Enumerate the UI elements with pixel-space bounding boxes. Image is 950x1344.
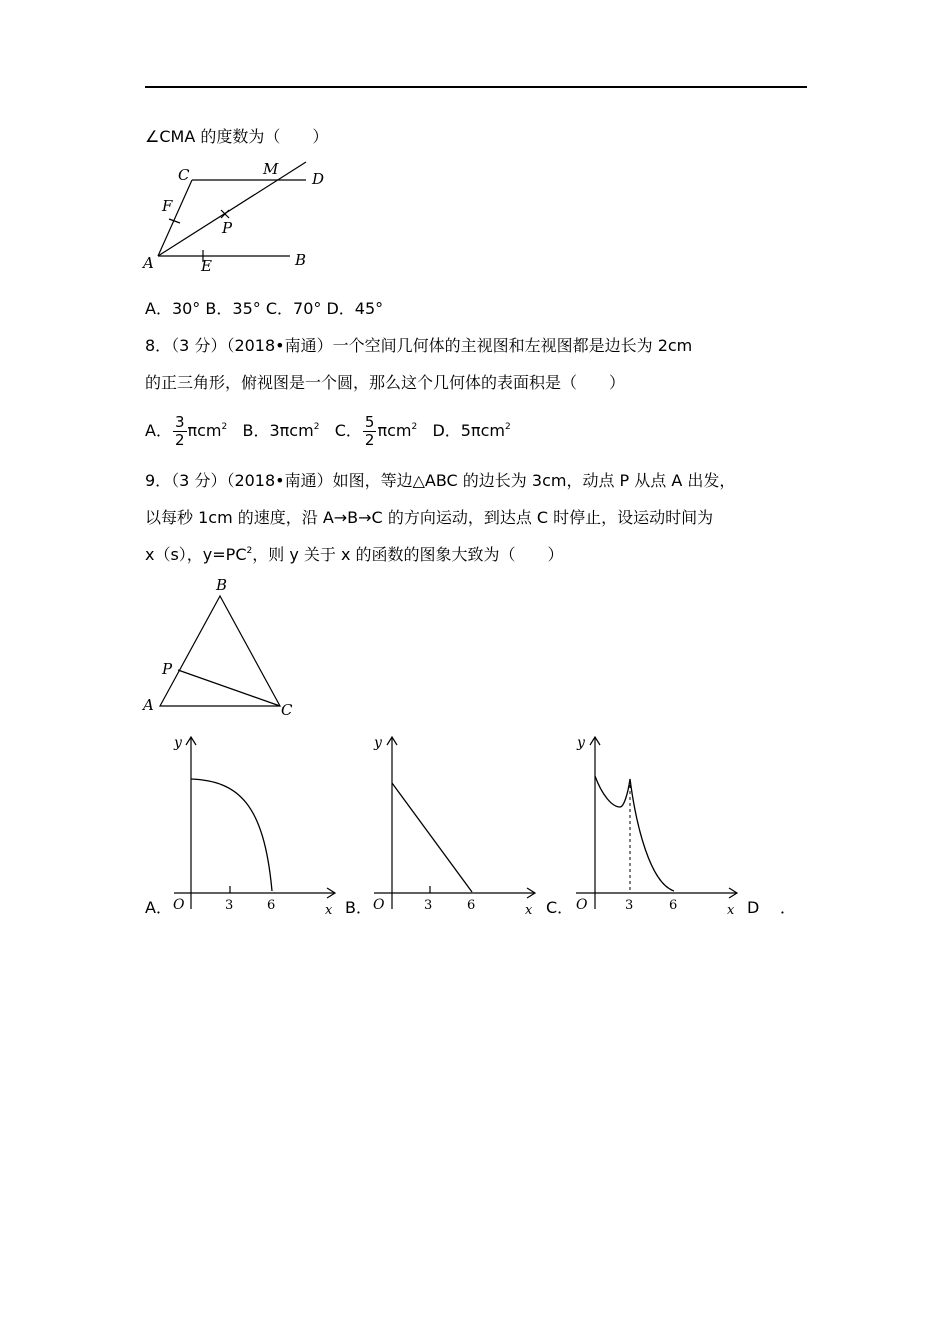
- q7-figure: [140, 156, 340, 278]
- graph-a: [168, 733, 344, 917]
- q7-options: [145, 299, 383, 319]
- q9-option-d-dot: ．: [780, 898, 797, 917]
- graph-b-y-label: y: [374, 735, 382, 751]
- label-m: M: [263, 160, 279, 178]
- graph-c-y-label: y: [577, 735, 585, 751]
- graph-b-tick-3: 3: [424, 898, 433, 913]
- q9-line-3-post: ，则 y 关于 x 的函数的图象大致为（ ）: [252, 545, 564, 564]
- q8-option-a-denominator: 2: [174, 431, 185, 449]
- graph-b-x-label: x: [525, 903, 533, 918]
- q7-option-b: B．35°: [205, 299, 261, 318]
- q8-option-b-square: 2: [313, 422, 320, 432]
- q8-option-c-denominator: 2: [364, 431, 375, 449]
- graph-c-tick-6: 6: [669, 898, 678, 913]
- label-f: F: [162, 197, 173, 215]
- label-b: B: [295, 251, 307, 269]
- triangle-label-b: B: [216, 576, 228, 594]
- q8-option-c-unit: πcm: [377, 421, 412, 440]
- q8-option-a-square: 2: [221, 422, 228, 432]
- label-e: E: [201, 257, 212, 275]
- q8-option-b: B．3πcm: [242, 421, 314, 440]
- q8-option-c-numerator: 5: [364, 413, 375, 431]
- q8-option-d-square: 2: [504, 422, 511, 432]
- graph-a-y-label: y: [174, 735, 182, 751]
- q9-option-b: B．: [345, 898, 372, 917]
- q9-line-1: 9．（3 分）（2018•南通）如图，等边△ABC 的边长为 3cm，动点 P 从点 A 出发，: [145, 471, 736, 490]
- q8-option-d: D．5πcm: [432, 421, 505, 440]
- triangle-label-a: A: [143, 696, 154, 714]
- graph-c-x-label: x: [727, 903, 735, 918]
- q9-line-2: 以每秒 1cm 的速度，沿 A→B→C 的方向运动，到达点 C 时停止，设运动时间为: [145, 508, 714, 527]
- q9-line-3-sup: 2: [246, 546, 253, 556]
- header-rule: [145, 86, 807, 88]
- triangle-label-c: C: [281, 701, 293, 719]
- label-a: A: [143, 254, 154, 272]
- graph-a-tick-6: 6: [267, 898, 276, 913]
- q8-option-a-fraction: [173, 414, 187, 449]
- graph-a-origin-label: O: [173, 897, 185, 913]
- q8-option-c-fraction: [363, 414, 377, 449]
- q8-options: [145, 410, 511, 452]
- graph-a-tick-3: 3: [225, 898, 234, 913]
- label-p: P: [222, 219, 233, 237]
- label-c: C: [178, 166, 190, 184]
- q9-triangle-figure: [140, 574, 300, 720]
- graph-b-tick-6: 6: [467, 898, 476, 913]
- q9-line-3-pre: x（s），y=PC: [145, 545, 247, 564]
- q8-option-c-square: 2: [411, 422, 418, 432]
- q9-option-a: A．: [145, 898, 172, 917]
- graph-c: [570, 733, 746, 917]
- q8-option-c-prefix: C．: [334, 421, 362, 440]
- graph-c-origin-label: O: [576, 897, 588, 913]
- q8-line-2: 的正三角形，俯视图是一个圆，那么这个几何体的表面积是（ ）: [145, 373, 626, 392]
- q8-option-a-prefix: A．: [145, 421, 172, 440]
- q8-line-1: 8．（3 分）（2018•南通）一个空间几何体的主视图和左视图都是边长为 2cm: [145, 336, 693, 355]
- q9-option-c: C．: [546, 898, 574, 917]
- q8-option-a-numerator: 3: [174, 413, 185, 431]
- q7-option-c: C．70°: [265, 299, 322, 318]
- label-d: D: [312, 170, 325, 188]
- graph-b: [368, 733, 544, 917]
- q9-line-3: [145, 545, 564, 565]
- q8-option-a-unit: πcm: [187, 421, 222, 440]
- q7-option-a: A．30°: [145, 299, 201, 318]
- graph-b-origin-label: O: [373, 897, 385, 913]
- graph-a-x-label: x: [325, 903, 333, 918]
- q7-stem-tail: ∠CMA 的度数为（ ）: [145, 127, 329, 146]
- q9-option-d: D: [747, 898, 760, 917]
- graph-c-tick-3: 3: [625, 898, 634, 913]
- q7-option-d: D．45°: [326, 299, 384, 318]
- triangle-label-p: P: [162, 660, 173, 678]
